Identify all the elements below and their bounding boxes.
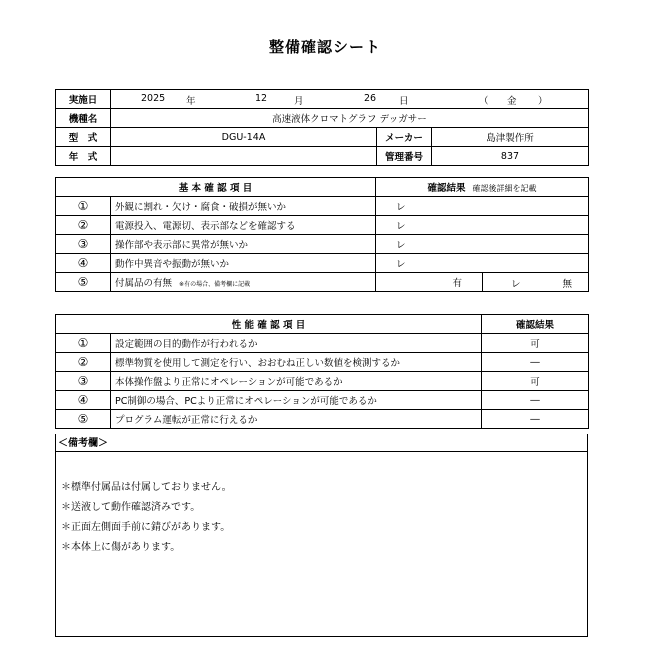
date-year: 2025: [141, 93, 166, 104]
performance-check-table: [55, 314, 589, 429]
item-text: 電源投入、電源切、表示部などを確認する: [111, 216, 376, 235]
basic-header: 基 本 確 認 項 目: [56, 178, 376, 197]
basic-result-title: 確認結果: [427, 183, 466, 194]
item-result: 可: [482, 334, 589, 353]
item-text: PC制御の場合、PCより正常にオペレーションが可能であるか: [111, 391, 482, 410]
remark-note: ＊正面左側面手前に錆びがあります。: [61, 522, 231, 533]
table-row: [56, 235, 589, 254]
date-weekday: 金: [507, 96, 517, 107]
item-number: ③: [56, 372, 111, 391]
item-text: 設定範囲の目的動作が行われるか: [111, 334, 482, 353]
date-label: 実施日: [56, 90, 111, 109]
item-number: ③: [56, 235, 111, 254]
mgmt-label: 管理番号: [377, 147, 432, 166]
item-text: 操作部や表示部に異常が無いか: [111, 235, 376, 254]
date-value: [111, 90, 589, 109]
perf-result-header: 確認結果: [482, 315, 589, 334]
table-row: [56, 273, 589, 292]
table-row: [56, 197, 589, 216]
date-month: 12: [255, 93, 268, 104]
date-day: 26: [364, 93, 377, 104]
table-row: [56, 334, 589, 353]
item-text: プログラム運転が正常に行えるか: [111, 410, 482, 429]
item-result: レ: [376, 235, 589, 254]
table-row: [56, 372, 589, 391]
item-number: ①: [56, 197, 111, 216]
item-text: 標準物質を使用して測定を行い、おおむね正しい数値を検測するか: [111, 353, 482, 372]
accessory-mark: レ: [511, 279, 521, 290]
model-year-label: 年 式: [56, 147, 111, 166]
type-label: 型 式: [56, 128, 111, 147]
model-year-value: [111, 147, 377, 166]
item-result: ―: [482, 353, 589, 372]
item-text: [111, 273, 376, 292]
item-text: 動作中異音や振動が無いか: [111, 254, 376, 273]
item-number: ⑤: [56, 410, 111, 429]
type-value: DGU-14A: [111, 128, 377, 147]
item-result: レ: [376, 197, 589, 216]
basic-result-header: [376, 178, 589, 197]
remark-note: ＊本体上に傷があります。: [61, 542, 181, 553]
weekday-close: ）: [538, 96, 548, 107]
date-day-unit: 日: [399, 96, 409, 107]
remark-note: ＊標準付属品は付属しておりません。: [61, 482, 232, 493]
table-row: [56, 216, 589, 235]
item-number: ②: [56, 216, 111, 235]
table-row: [56, 410, 589, 429]
item-text: 本体操作盤より正常にオペレーションが可能であるか: [111, 372, 482, 391]
accessory-none-cell: [483, 273, 589, 292]
date-month-unit: 月: [294, 96, 304, 107]
perf-header: 性 能 確 認 項 目: [56, 315, 482, 334]
table-row: [56, 391, 589, 410]
remarks-box: [55, 434, 588, 637]
item-result: ―: [482, 391, 589, 410]
weekday-open: （: [479, 96, 489, 107]
accessory-note: ※有の場合、備考欄に記載: [179, 281, 251, 288]
item-number: ⑤: [56, 273, 111, 292]
date-year-unit: 年: [186, 96, 196, 107]
info-table: [55, 89, 589, 166]
item-result: レ: [376, 216, 589, 235]
item-number: ①: [56, 334, 111, 353]
maker-label: メーカー: [377, 128, 432, 147]
model-label: 機種名: [56, 109, 111, 128]
item-number: ④: [56, 391, 111, 410]
basic-result-note: 確認後詳細を記載: [472, 184, 537, 193]
item-result: 可: [482, 372, 589, 391]
item-result: ―: [482, 410, 589, 429]
model-value: 高速液体クロマトグラフ デッガサー: [111, 109, 589, 128]
accessory-none: 無: [562, 279, 573, 290]
item-result: レ: [376, 254, 589, 273]
basic-check-table: [55, 177, 589, 292]
item-text: 外観に割れ・欠け・腐食・破損が無いか: [111, 197, 376, 216]
page-title: 整備確認シート: [268, 38, 381, 56]
accessory-label: 付属品の有無: [115, 278, 173, 289]
mgmt-value: 837: [432, 147, 589, 166]
remark-note: ＊送液して動作確認済みです。: [61, 502, 201, 513]
remarks-divider: [56, 451, 587, 452]
accessory-has: 有: [376, 273, 483, 292]
table-row: [56, 353, 589, 372]
remarks-header: ＜備考欄＞: [58, 438, 108, 449]
table-row: [56, 254, 589, 273]
item-number: ④: [56, 254, 111, 273]
maker-value: 島津製作所: [432, 128, 589, 147]
item-number: ②: [56, 353, 111, 372]
